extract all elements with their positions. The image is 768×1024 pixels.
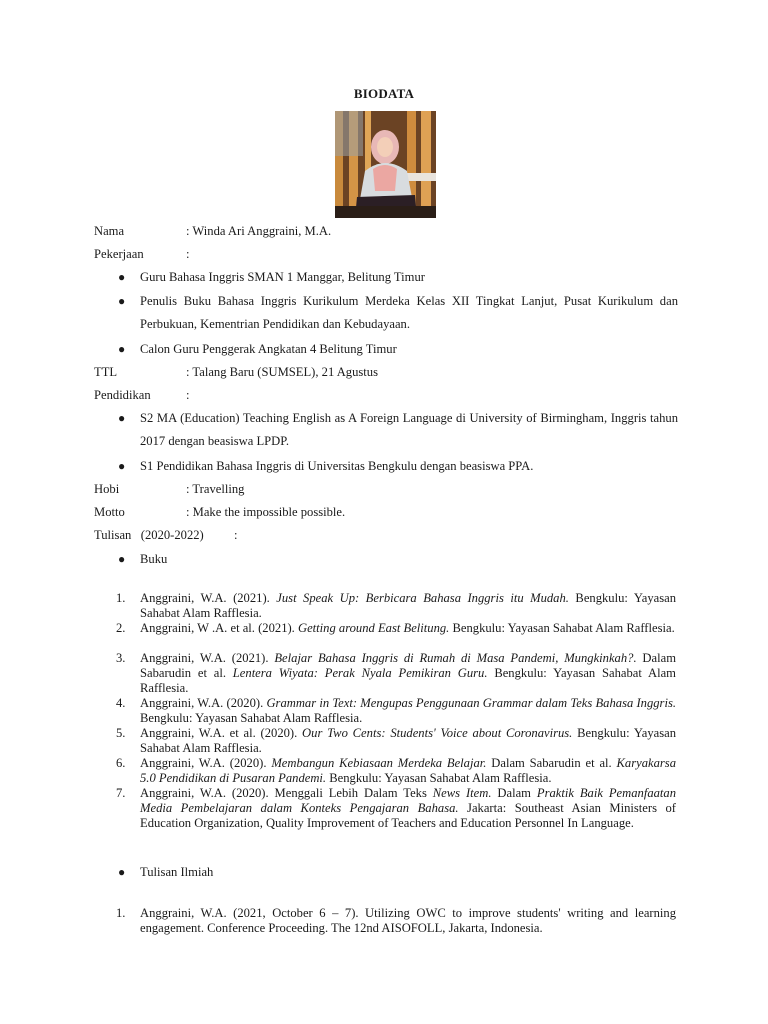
- bullet-icon: ●: [118, 459, 126, 473]
- field-pekerjaan: [94, 247, 190, 262]
- field-value: : Winda Ari Anggraini, M.A.: [186, 224, 332, 238]
- field-value: :: [234, 528, 238, 542]
- field-ttl: [94, 365, 378, 380]
- reference-segment: Jakarta: Southeast Asian Ministers of Education Organization, Quality Improvement of Teachers and Education Personnel In Language.: [140, 801, 676, 830]
- reference-segment: Anggraini, W.A. (2020).: [140, 696, 267, 710]
- list-item-text: Penulis Buku Bahasa Inggris Kurikulum Merdeka Kelas XII Tingkat Lanjut, Pusat Kurikulum dan Perbukuan, Kementrian Pendidikan dan Kebudayaan.: [140, 294, 678, 331]
- list-item-text: S1 Pendidikan Bahasa Inggris di Universitas Bengkulu dengan beasiswa PPA.: [140, 459, 534, 473]
- reference-number: 6.: [116, 756, 126, 770]
- bullet-icon: ●: [118, 865, 126, 879]
- reference-segment: Dalam Sabarudin et al.: [486, 756, 617, 770]
- bullet-icon: ●: [118, 552, 126, 566]
- field-label: Tulisan (2020-2022): [94, 528, 204, 542]
- section-label: Tulisan Ilmiah: [140, 865, 214, 879]
- field-value: :: [186, 247, 190, 261]
- field-label: Pendidikan: [94, 388, 151, 402]
- reference-text: [140, 726, 676, 756]
- field-value: : Make the impossible possible.: [186, 505, 346, 519]
- field-nama: [94, 224, 331, 239]
- reference-number: 1.: [116, 906, 126, 920]
- field-label: Nama: [94, 224, 125, 238]
- reference-title: News Item.: [432, 786, 492, 800]
- field-tulisan: [94, 528, 238, 543]
- reference-title: Grammar in Text: Mengupas Penggunaan Grammar dalam Teks Bahasa Inggris.: [266, 696, 677, 710]
- reference-segment: Bengkulu: Yayasan Sahabat Alam Rafflesia.: [140, 726, 676, 755]
- reference-segment: Anggraini, W.A. (2021, October 6 – 7). Utilizing OWC to improve students' writing and learning engagement. Conference Proceeding. The 12nd AISOFOLL, Jakarta, Indonesia.: [140, 906, 676, 935]
- reference-segment: Bengkulu: Yayasan Sahabat Alam Rafflesia.: [449, 621, 675, 635]
- reference-title: Karyakarsa 5.0 Pendidikan di Pusaran Pandemi.: [140, 756, 677, 785]
- reference-number: 2.: [116, 621, 126, 635]
- reference-segment: Anggraini, W.A. (2020). Menggali Lebih Dalam Teks: [140, 786, 433, 800]
- reference-segment: Anggraini, W.A. (2021).: [140, 591, 277, 605]
- list-item-text: S2 MA (Education) Teaching English as A Foreign Language di University of Birmingham, Inggris tahun 2017 dengan beasiswa LPDP.: [140, 411, 678, 448]
- reference-title: Praktik Baik Pemanfaatan Media Pembelajaran dalam Konteks Pengajaran Bahasa.: [140, 786, 677, 815]
- reference-segment: Anggraini, W.A. (2020).: [140, 756, 272, 770]
- reference-text: [140, 786, 676, 831]
- reference-number: 1.: [116, 591, 126, 605]
- reference-text: [140, 591, 676, 621]
- reference-title: Our Two Cents: Students' Voice about Coronavirus.: [302, 726, 573, 740]
- reference-segment: Dalam: [491, 786, 537, 800]
- bullet-icon: ●: [118, 270, 126, 284]
- reference-segment: Anggraini, W .A. et al. (2021).: [140, 621, 298, 635]
- reference-text: [140, 696, 676, 726]
- reference-number: 4.: [116, 696, 126, 710]
- reference-text: [140, 906, 676, 936]
- field-pendidikan: [94, 388, 190, 403]
- reference-text: [140, 651, 676, 696]
- reference-title: Just Speak Up: Berbicara Bahasa Inggris itu Mudah.: [276, 591, 569, 605]
- reference-title: Lentera Wiyata: Perak Nyala Pemikiran Guru.: [232, 666, 488, 680]
- field-motto: [94, 505, 345, 520]
- reference-text: [140, 621, 676, 636]
- reference-number: 7.: [116, 786, 126, 800]
- field-label: Motto: [94, 505, 125, 519]
- field-label: TTL: [94, 365, 118, 379]
- reference-segment: Bengkulu: Yayasan Sahabat Alam Rafflesia.: [140, 711, 363, 725]
- field-value: :: [186, 388, 190, 402]
- reference-number: 3.: [116, 651, 126, 665]
- field-label: Pekerjaan: [94, 247, 144, 261]
- reference-segment: Bengkulu: Yayasan Sahabat Alam Rafflesia.: [326, 771, 552, 785]
- reference-number: 5.: [116, 726, 126, 740]
- reference-segment: Anggraini, W.A. et al. (2020).: [140, 726, 303, 740]
- field-hobi: [94, 482, 244, 497]
- profile-photo: [335, 111, 436, 218]
- reference-title: Getting around East Belitung.: [297, 621, 450, 635]
- reference-segment: Dalam Sabarudin et al.: [140, 651, 677, 680]
- field-value: : Talang Baru (SUMSEL), 21 Agustus: [186, 365, 378, 379]
- list-item-text: Guru Bahasa Inggris SMAN 1 Manggar, Belitung Timur: [140, 270, 425, 284]
- reference-segment: Anggraini, W.A. (2021).: [140, 651, 275, 665]
- section-label: Buku: [140, 552, 168, 566]
- bullet-icon: ●: [118, 342, 126, 356]
- reference-title: Membangun Kebiasaan Merdeka Belajar.: [271, 756, 487, 770]
- reference-segment: Bengkulu: Yayasan Sahabat Alam Rafflesia.: [140, 666, 676, 695]
- field-label: Hobi: [94, 482, 120, 496]
- reference-segment: Bengkulu: Yayasan Sahabat Alam Rafflesia.: [140, 591, 676, 620]
- bullet-icon: ●: [118, 294, 126, 308]
- field-value: : Travelling: [186, 482, 245, 496]
- list-item-text: Calon Guru Penggerak Angkatan 4 Belitung Timur: [140, 342, 397, 356]
- bullet-icon: ●: [118, 411, 126, 425]
- reference-title: Belajar Bahasa Inggris di Rumah di Masa Pandemi, Mungkinkah?.: [274, 651, 637, 665]
- reference-text: [140, 756, 676, 786]
- page-title: BIODATA: [353, 86, 415, 101]
